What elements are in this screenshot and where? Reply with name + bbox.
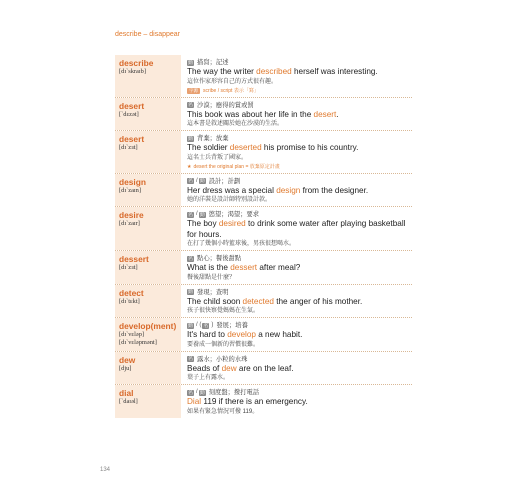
definition-line [187, 177, 412, 186]
example-text: a new habit. [255, 330, 303, 339]
pronunciation: [dɪˋvɛləpmənt] [119, 339, 157, 346]
pronunciation: [dju] [119, 364, 132, 372]
entry [115, 384, 412, 418]
example-text: The soldier [187, 143, 230, 152]
example-sentence [187, 219, 412, 240]
example-sentence [187, 397, 412, 408]
example-text: after meal? [257, 263, 301, 272]
definition-cell [181, 55, 412, 97]
definition-cell [181, 174, 412, 207]
highlighted-word: desert [313, 109, 337, 119]
example-text: It's hard to [187, 330, 228, 339]
definition-line [187, 254, 412, 263]
definition: 設計；計劃 [208, 177, 241, 185]
headword-cell [115, 207, 181, 250]
headword-cell [115, 174, 181, 207]
highlighted-word: dew [221, 363, 237, 373]
definition-cell [181, 251, 412, 284]
definition: 露水；小粒的水珠 [197, 355, 248, 363]
definition: 發展；培養 [216, 322, 248, 329]
example-text: This book was about her life in the [187, 109, 314, 119]
definition-line [187, 388, 412, 397]
part-of-speech-badge: 動 [188, 59, 194, 66]
example-sentence [187, 263, 412, 274]
pronunciation: [dɪˋzaɪr] [119, 220, 140, 227]
example-text: his promise to his country. [261, 143, 359, 152]
definition-line [187, 288, 412, 297]
part-of-speech-badge: 動 [188, 135, 194, 142]
separator: / [196, 389, 198, 395]
headword: desire [119, 210, 144, 220]
headword: develop(ment) [119, 321, 177, 331]
definition-cell [181, 318, 412, 351]
definition: 刻度盤；撥打電話 [208, 389, 260, 396]
highlighted-word: detected [242, 296, 274, 306]
entry [115, 250, 412, 284]
headword: detect [119, 287, 144, 298]
headword-cell [115, 131, 181, 173]
example-sentence [187, 297, 412, 308]
page-number: 134 [100, 467, 111, 473]
headword: design [119, 176, 146, 187]
note-tag: 字源 [189, 87, 198, 93]
headword-cell [115, 352, 181, 385]
example-text: What is the [187, 263, 231, 272]
example-text: Her dress was a special [187, 185, 277, 195]
highlighted-word: described [256, 67, 292, 76]
part-of-speech-badge: 名 [188, 211, 194, 218]
separator: ) [211, 322, 214, 328]
headword: dessert [119, 254, 149, 264]
example-text: are on the leaf. [236, 363, 294, 373]
example-text: Beads of [187, 363, 222, 373]
definition-line [187, 134, 412, 143]
part-of-speech-badge: 動 [199, 178, 205, 184]
headword: dial [119, 388, 134, 398]
part-of-speech-badge: 動 [188, 289, 194, 295]
example-sentence [187, 186, 412, 197]
definition: 發現；查明 [197, 288, 229, 296]
pronunciation: [dɪˋzaɪn] [119, 186, 141, 194]
headword-cell [115, 318, 181, 351]
entry [115, 130, 412, 173]
example-text: from the designer. [300, 185, 369, 195]
definition-cell [181, 207, 412, 250]
separator: / [196, 211, 198, 217]
translation: 葉子上有露水。 [187, 375, 230, 381]
definition: 沙漠；應得的賞或罰 [197, 101, 254, 109]
pronunciation: [dɪˋzɜt] [119, 144, 138, 151]
definition: 描寫；記述 [197, 59, 229, 66]
entries-list [115, 55, 412, 418]
part-of-speech-badge: 名 [188, 255, 194, 262]
entry [115, 317, 412, 351]
headword: describe [119, 58, 154, 68]
definition: 慾望；渴望；要求 [208, 211, 260, 218]
definition-line [187, 101, 412, 110]
headword-cell [115, 251, 181, 284]
separator: / [196, 177, 198, 184]
definition-line [187, 210, 412, 219]
example-sentence [187, 67, 412, 78]
example-text: The child soon [187, 296, 243, 306]
example-sentence [187, 364, 412, 375]
example-text: . [336, 109, 339, 119]
part-of-speech-badge: 動 [199, 211, 205, 218]
example-text: 119 if there is an emergency. [201, 397, 308, 406]
part-of-speech-badge: 名 [188, 356, 194, 362]
headword-cell [115, 55, 181, 97]
usage-note [187, 163, 412, 171]
example-sentence [187, 110, 412, 121]
headword-cell [115, 285, 181, 318]
highlighted-word: deserted [229, 143, 262, 152]
pronunciation: [dɪˋskraɪb] [119, 68, 146, 75]
highlighted-word: design [276, 185, 301, 195]
headword: desert [119, 100, 145, 111]
note-text: desert the original plan = 放棄原定計畫 [193, 163, 280, 170]
pronunciation: [dɪˋtɛkt] [119, 297, 140, 305]
part-of-speech-badge: 名 [188, 389, 194, 396]
highlighted-word: Dial [187, 397, 202, 406]
example-sentence [187, 330, 412, 341]
entry [115, 173, 412, 207]
definition: 點心；餐後甜點 [197, 255, 242, 262]
translation: 這名士兵背叛了國家。 [187, 154, 248, 161]
definition-cell [181, 385, 412, 418]
part-of-speech-badge: 名 [188, 102, 194, 108]
example-text: the anger of his mother. [273, 296, 363, 306]
running-head: describe – disappear [115, 31, 180, 38]
headword: dew [119, 354, 136, 365]
translation: 如果有緊急情況可撥 119。 [187, 408, 259, 415]
example-text: The boy [187, 219, 219, 228]
example-text: The way the writer [187, 67, 257, 76]
entry [115, 97, 412, 131]
highlighted-word: desired [218, 219, 246, 228]
etymology-note [187, 87, 412, 95]
entry [115, 55, 412, 97]
pronunciation: [ˋdaɪəl] [119, 398, 138, 405]
definition-line [187, 321, 412, 330]
entry [115, 284, 412, 318]
entry [115, 206, 412, 250]
translation: 孩子很快察覺媽媽在生氣。 [187, 308, 260, 314]
headword: desert [119, 134, 145, 144]
part-of-speech-badge: 名 [203, 322, 209, 329]
definition-cell [181, 131, 412, 173]
definition-line [187, 355, 412, 364]
part-of-speech-badge: 動 [199, 389, 205, 396]
definition-cell [181, 285, 412, 318]
translation: 餐後甜點是什麼？ [187, 274, 236, 281]
example-text: to drink some water after playing basketball for hours. [187, 219, 406, 239]
pronunciation: [ˋdɛzət] [119, 110, 139, 118]
part-of-speech-badge: 動 [188, 322, 194, 329]
translation: 這本書是敘述關於她在沙漠的生活。 [187, 121, 284, 127]
headword-cell [115, 385, 181, 418]
highlighted-word: dessert [230, 263, 258, 272]
separator: / ( [196, 322, 202, 328]
highlighted-word: develop [227, 330, 256, 339]
example-text: herself was interesting. [291, 67, 378, 76]
definition-cell [181, 352, 412, 385]
definition: 背棄；放棄 [197, 135, 229, 142]
pronunciation: [dɪˋzɜt] [119, 264, 138, 271]
translation: 她的洋裝是設計師特別設計款。 [187, 197, 272, 203]
note-text: scribe / script 表示「寫」 [203, 87, 259, 94]
translation: 這位作家形容自己的方式很有趣。 [187, 78, 278, 85]
headword-cell [115, 98, 181, 131]
translation: 在打了幾個小時籃球後，男孩很想喝水。 [187, 241, 296, 247]
part-of-speech-badge: 名 [188, 178, 194, 184]
translation: 要養成一個新的習慣很難。 [187, 341, 260, 348]
definition-cell [181, 98, 412, 131]
example-sentence [187, 143, 412, 154]
pronunciation: [dɪˋvɛləp] [119, 331, 145, 338]
entry [115, 351, 412, 385]
star-icon: ★ [187, 163, 192, 170]
definition-line [187, 58, 412, 67]
